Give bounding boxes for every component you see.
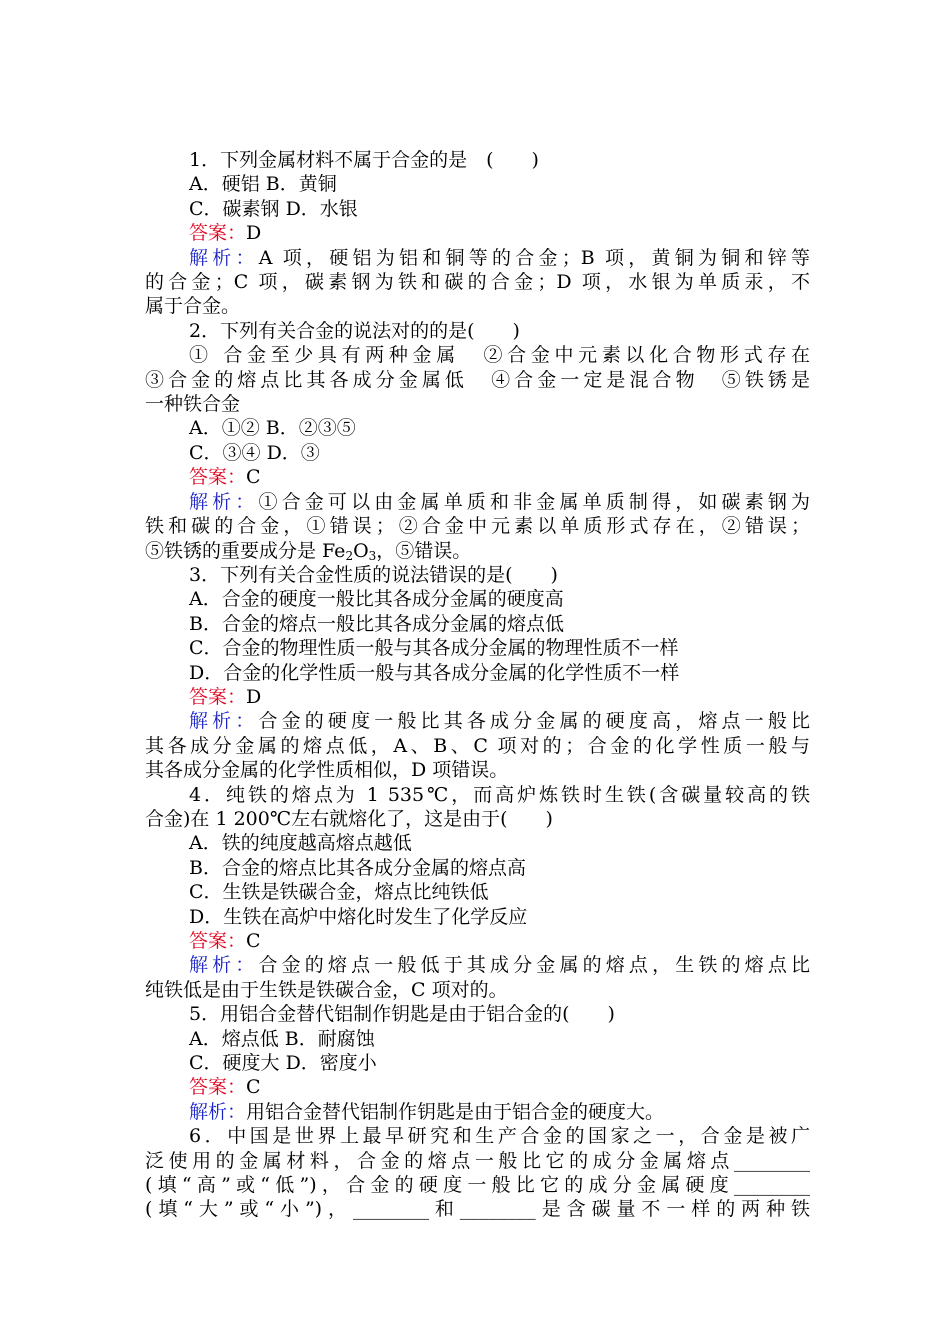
question-2-item-line-1: ① 合金至少具有两种金属 ②合金中元素以化合物形式存在	[189, 344, 810, 367]
subscript: 2	[345, 548, 354, 563]
question-5-explanation-line-1	[145, 1100, 810, 1124]
question-1-explanation-line-3: 属于合金。	[145, 295, 241, 318]
subscript: 3	[368, 548, 377, 563]
question-2-item-line-2: ③合金的熔点比其各成分金属低 ④合金一定是混合物 ⑤铁锈是	[145, 368, 810, 391]
question-2-explanation-line-3	[145, 539, 810, 563]
explanation-text: 合金的硬度一般比其各成分金属的硬度高，熔点一般比	[258, 710, 810, 733]
answer-label: 答案：	[189, 466, 247, 489]
document-body	[145, 148, 810, 1222]
answer-label: 答案：	[189, 930, 247, 952]
question-4-option-a: A．铁的纯度越高熔点越低	[189, 832, 412, 855]
question-3-stem: 3．下列有关合金性质的说法错误的是( )	[189, 563, 558, 586]
question-2-answer	[145, 465, 810, 489]
explanation-label: 解析：	[189, 710, 259, 733]
question-4-stem-line-1: 4．纯铁的熔点为 1 535℃，而高炉炼铁时生铁(含碳量较高的铁	[189, 783, 810, 806]
question-2-item-line-3: 一种铁合金	[145, 393, 241, 416]
question-2-explanation-line-2: 铁和碳的合金，①错误；②合金中元素以单质形式存在，②错误；	[145, 515, 810, 538]
answer-value: D	[246, 685, 262, 708]
explanation-label: 解析：	[189, 490, 259, 513]
question-3-explanation-line-1	[145, 709, 810, 733]
question-2-stem: 2．下列有关合金的说法对的的是( )	[189, 319, 520, 342]
answer-value: C	[246, 466, 261, 489]
question-1-options-ab: A．硬铝 B．黄铜	[189, 173, 337, 196]
answer-label: 答案：	[189, 685, 247, 708]
question-3-option-a: A．合金的硬度一般比其各成分金属的硬度高	[189, 588, 564, 611]
question-1-explanation-line-1	[145, 246, 810, 270]
explanation-text: 用铝合金替代铝制作钥匙是由于铝合金的硬度大。	[246, 1100, 665, 1123]
question-5-answer	[145, 1075, 810, 1099]
question-5-stem: 5．用铝合金替代铝制作钥匙是由于铝合金的( )	[189, 1003, 615, 1026]
question-3-option-b: B．合金的熔点一般比其各成分金属的熔点低	[189, 612, 564, 635]
formula-element: O	[353, 539, 369, 562]
question-4-answer	[145, 929, 810, 953]
question-6-stem-line-3: (填“高”或“低”)，合金的硬度一般比它的成分金属硬度________	[145, 1174, 810, 1197]
question-6-stem-line-1: 6．中国是世界上最早研究和生产合金的国家之一，合金是被广	[189, 1125, 810, 1148]
explanation-text: ⑤铁锈的重要成分是 Fe	[145, 539, 346, 562]
explanation-text: 合金的熔点一般低于其成分金属的熔点，生铁的熔点比	[258, 954, 810, 977]
question-6-stem-line-4: (填“大”或“小”)，________和________是含碳量不一样的两种铁	[145, 1198, 810, 1221]
question-4-stem-line-2: 合金)在 1 200℃左右就熔化了，这是由于( )	[145, 807, 553, 830]
question-3-option-d: D．合金的化学性质一般与其各成分金属的化学性质不一样	[189, 661, 680, 684]
question-1-options-cd: C．碳素钢 D．水银	[189, 197, 358, 220]
answer-value: D	[246, 222, 262, 245]
explanation-label: 解析：	[189, 1100, 247, 1123]
answer-value: C	[246, 1076, 261, 1099]
question-2-options-cd: C．③④ D．③	[189, 441, 320, 464]
answer-value: C	[246, 930, 261, 952]
explanation-label: 解析：	[189, 954, 259, 977]
question-2-explanation-line-1	[145, 490, 810, 514]
question-1-answer	[145, 221, 810, 245]
question-1-stem: 1．下列金属材料不属于合金的是 ( )	[189, 149, 539, 171]
question-2-options-ab: A．①② B．②③⑤	[189, 417, 356, 440]
question-4-option-b: B．合金的熔点比其各成分金属的熔点高	[189, 856, 526, 879]
question-1-explanation-line-2: 的合金；C 项，碳素钢为铁和碳的合金；D 项，水银为单质汞，不	[145, 271, 810, 294]
question-4-option-c: C．生铁是铁碳合金，熔点比纯铁低	[189, 881, 489, 904]
question-4-option-d: D．生铁在高炉中熔化时发生了化学反应	[189, 905, 528, 928]
question-3-answer	[145, 685, 810, 709]
question-6-stem-line-2: 泛使用的金属材料，合金的熔点一般比它的成分金属熔点________	[145, 1149, 810, 1172]
explanation-label: 解析：	[189, 246, 259, 269]
question-4-explanation-line-1	[145, 953, 810, 977]
answer-label: 答案：	[189, 222, 247, 245]
question-4-explanation-line-2: 纯铁低是由于生铁是铁碳合金，C 项对的。	[145, 978, 508, 1001]
question-3-explanation-line-3: 其各成分金属的化学性质相似，D 项错误。	[145, 759, 509, 782]
question-3-option-c: C．合金的物理性质一般与其各成分金属的物理性质不一样	[189, 637, 679, 660]
answer-label: 答案：	[189, 1076, 247, 1099]
explanation-text: ，⑤错误。	[376, 539, 472, 562]
question-3-explanation-line-2: 其各成分金属的熔点低，A、B、C 项对的；合金的化学性质一般与	[145, 734, 810, 757]
explanation-text: A 项，硬铝为铝和铜等的合金；B 项，黄铜为铜和锌等	[258, 246, 810, 269]
question-5-options-ab: A．熔点低 B．耐腐蚀	[189, 1027, 375, 1050]
question-5-options-cd: C．硬度大 D．密度小	[189, 1052, 377, 1075]
explanation-text: ①合金可以由金属单质和非金属单质制得，如碳素钢为	[258, 490, 810, 513]
